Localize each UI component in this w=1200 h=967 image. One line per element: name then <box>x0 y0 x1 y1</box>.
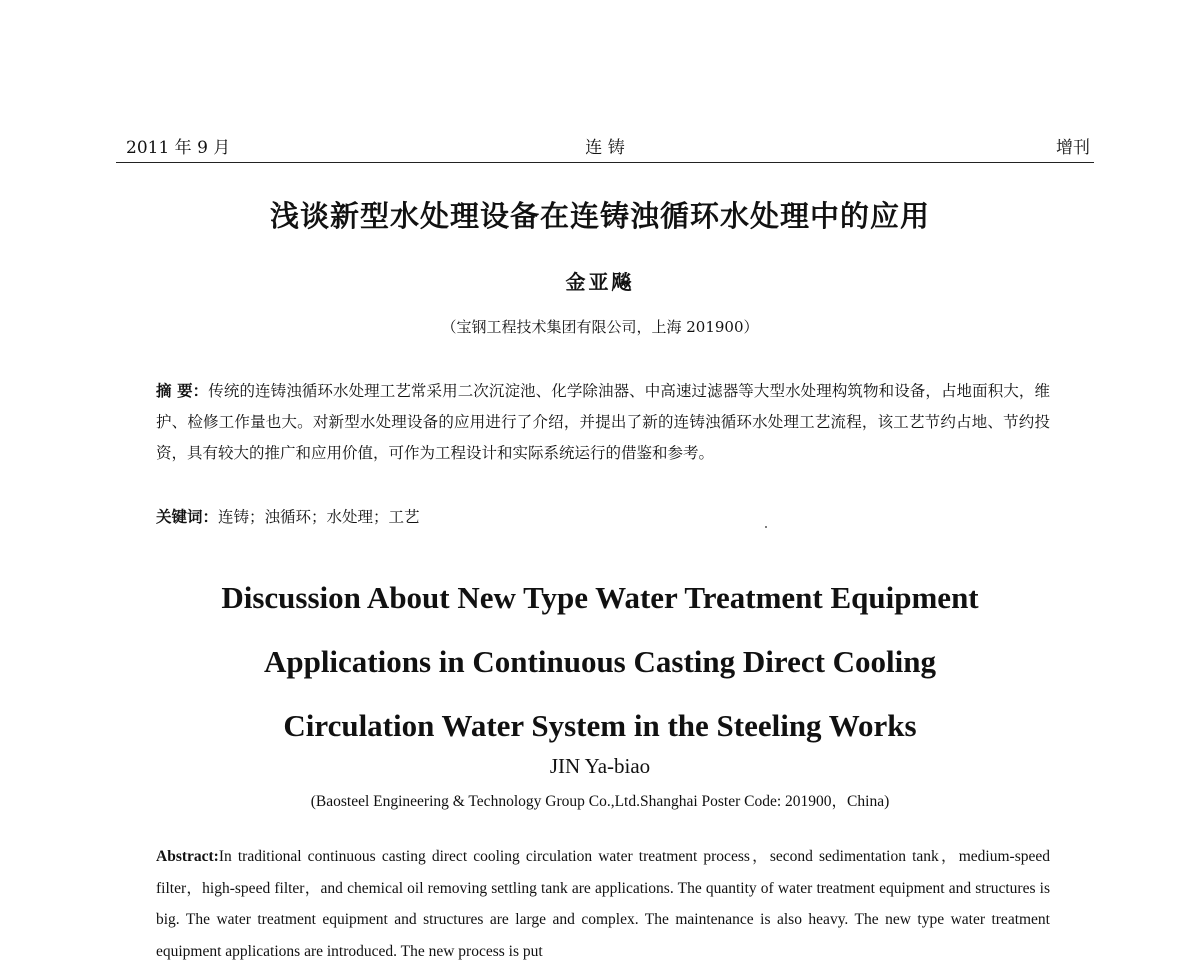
english-title-line: Applications in Continuous Casting Direct Cooling <box>263 644 937 679</box>
chinese-affiliation: （宝钢工程技术集团有限公司，上海 201900） <box>441 318 759 336</box>
english-abstract-label: Abstract: <box>156 848 219 865</box>
english-title-line: Discussion About New Type Water Treatment Equipment <box>221 580 979 615</box>
english-affiliation: (Baosteel Engineering & Technology Group Co.,Ltd.Shanghai Poster Code: 201900，China) <box>310 793 890 810</box>
header-date: 2011 年 9 月 <box>126 138 231 158</box>
header-issue: 增刊 <box>1056 138 1090 158</box>
header-journal-name: 连 铸 <box>585 138 625 158</box>
chinese-abstract <box>156 376 1050 469</box>
scan-speck <box>765 526 767 528</box>
chinese-abstract-label: 摘 要： <box>156 382 209 400</box>
english-author: JIN Ya-biao <box>549 754 651 778</box>
english-title-line: Circulation Water System in the Steeling Works <box>283 708 917 743</box>
english-abstract <box>156 841 1050 967</box>
chinese-abstract-text: 传统的连铸浊循环水处理工艺常采用二次沉淀池、化学除油器、中高速过滤器等大型水处理构筑物和设备，占地面积大，维护、检修工作量也大。对新型水处理设备的应用进行了介绍，并提出了新的连铸浊循环水处理工艺流程，该工艺节约占地、节约投资，具有较大的推广和应用价值，可作为工程设计和实际系统运行的借鉴和参考。 <box>156 382 1050 462</box>
english-abstract-text: In traditional continuous casting direct cooling circulation water treatment process，second sedimentation tank，medium-speed filter，high-speed filter，and chemical oil removing settling tank are applications. The quantity of water treatment equipment and structures is big. The water treatment equipment and structures are large and complex. The maintenance is also heavy. The new type water treatment equipment applications are introduced. The new process is put <box>156 848 1050 960</box>
chinese-author: 金亚飚 <box>565 270 635 294</box>
chinese-keywords <box>156 503 1050 531</box>
english-title <box>0 566 1200 758</box>
chinese-keywords-label: 关键词： <box>156 508 219 526</box>
running-header <box>116 132 1094 163</box>
chinese-keywords-text: 连铸；浊循环；水处理；工艺 <box>218 508 420 526</box>
chinese-title: 浅谈新型水处理设备在连铸浊循环水处理中的应用 <box>269 199 930 233</box>
